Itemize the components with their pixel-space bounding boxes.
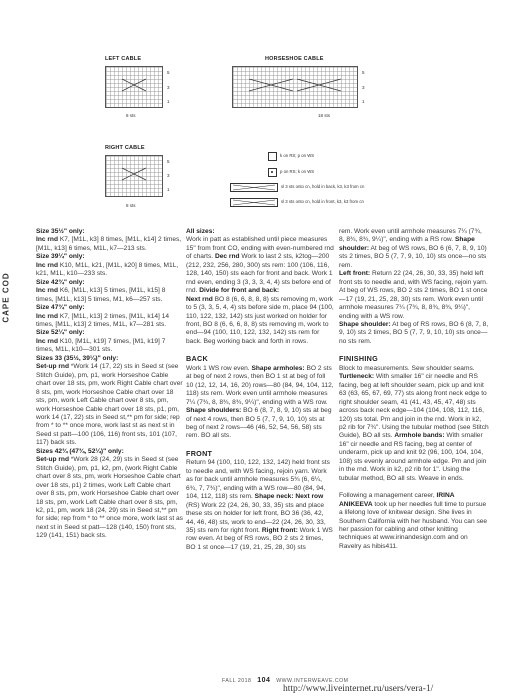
- inc-rnd-text: K6, [M1L, k13] 5 times, [M1L, k15] 8 times, [M1L, k13] 5 times, M1, k6—257 sts.: [36, 287, 166, 303]
- right-cable-row-1: 1: [167, 187, 170, 192]
- set-up-rnd-text: *Work 28 (24, 29) sts in Seed st (see Stitch Guide), pm, p1, k2, pm, (work Right Cable chart over 8 sts, pm, work Horseshoe Cable chart over 18 sts, p1) 2 times, work Left Cable chart over 8 sts, pm, work Horseshoe Cable chart over 18 sts, pm, work Left Cable chart over 8 sts, pm, k2, p1, pm, work 18 (24, 29) sts in Seed st,** pm for side; rep from * to ** once more, work last st as next st in Seed st patt—128 (140, 150) front sts, 129 (141, 151) back sts.: [36, 456, 183, 540]
- size-heading: Sizes 42¾ (47¾, 52¼)" only:: [36, 447, 124, 455]
- footer-season: FALL 2018: [222, 678, 252, 684]
- front-heading-text: FRONT: [186, 448, 213, 458]
- divide-label: Divide for front and back:: [199, 287, 280, 295]
- back-heading: [186, 355, 334, 364]
- shape-shoulder-label: Shape shoulder:: [339, 236, 475, 252]
- inc-rnd-label: Inc rnd: [36, 287, 58, 295]
- legend-knit: k on RS; p on WS: [280, 153, 315, 158]
- inc-rnd-label: Inc rnd: [36, 312, 58, 320]
- shape-shoulder-label: Shape shoulder:: [339, 320, 391, 328]
- right-cable-chart-svg: [106, 156, 162, 196]
- horseshoe-cable-sts: 18 sts: [318, 113, 331, 118]
- right-cable-chart: [105, 155, 163, 197]
- left-cable-row-1: 1: [167, 99, 170, 104]
- footer-site: WWW.INTERWEAVE.COM: [276, 678, 349, 684]
- left-cable-title: LEFT CABLE: [105, 56, 142, 62]
- body-text: Return 22 (24, 26, 30, 33, 35) held left front sts to needle and, with WS facing, rejoin yarn. At beg of WS rows, BO 2 sts 2 times, BO 1 st once—17 (19, 21, 25, 28, 30) sts rem. Work even until armhole measures 7¼ (7¾, 8, 8¾, 8¾, 9¼)", ending with a WS row.: [339, 270, 488, 320]
- set-up-rnd-text: *Work 14 (17, 22) sts in Seed st (see Stitch Guide), pm, p1, work Horseshoe Cable chart over 18 sts, pm, work Right Cable chart over 8 sts, pm, work Horseshoe Cable chart over 18 sts, pm, work Left Cable chart over 8 sts, pm, work Horseshoe Cable chart over 18 sts, p1, pm, work 14 (17, 22) sts in Seed st,** pm for side; rep from * to ** once more, work last st as next st in Seed st patt—100 (106, 116) front sts, 101 (107, 117) back sts.: [36, 363, 183, 447]
- legend-front-cross: sl 3 sts onto cn, hold in front, k3, k3 from cn: [281, 199, 364, 204]
- designer-name: IRINA ANIKEEVA: [339, 492, 455, 508]
- body-text: At beg of WS rows, BO 6 (6, 7, 8, 9, 10) sts 2 times, BO 5 (7, 7, 9, 10, 10) sts once—no sts rem.: [339, 244, 487, 269]
- purl-symbol-icon: [268, 168, 277, 177]
- knit-symbol-icon: [268, 152, 277, 161]
- front-cross-svg: [231, 199, 277, 206]
- inc-rnd-text: K10, [M1L, k19] 7 times, [M1, k19] 7 times, M1L, k10—301 sts.: [36, 337, 166, 354]
- back-cross-symbol-icon: [230, 183, 278, 192]
- bio-text: took up her needles full time to pursue a lifelong love of knitwear design. She lives in Southern California with her husband. You can see her passion for cabling and other knitting techniques at www.irinandesign.com and on Ravelry as hibis411.: [339, 500, 488, 550]
- inc-rnd-text: K10, M1L, k21, [M1L, k20] 8 times, M1L, k21, M1L, k10—233 sts.: [36, 261, 179, 278]
- horseshoe-cable-row-3: 3: [362, 85, 365, 90]
- right-cable-row-3: 3: [167, 173, 170, 178]
- horseshoe-cable-chart: [232, 66, 358, 108]
- body-text: Work to last 2 sts, k2tog—200 (212, 232, 256, 280, 300) sts rem: 100 (106, 116, 128, 140, 150) sts each for front and back. Work 1 rnd even, ending 3 (3, 3, 3, 4, 4) sts before end of rnd.: [186, 253, 333, 295]
- section-tab: [0, 272, 12, 322]
- shape-neck-label: Shape neck: Next row: [254, 493, 324, 501]
- front-cross-symbol-icon: [230, 198, 278, 207]
- armhole-bands-label: Armhole bands:: [394, 432, 445, 440]
- body-text: rem. Work even until armhole measures 7¼ (7¾, 8, 8¾, 8¾, 9¼)", ending with a RS row.: [339, 228, 482, 244]
- inc-rnd-text: K7, [M1L, k13] 2 times, [M1L, k14] 14 times, [M1L, k13] 2 times, M1L, k7—281 sts.: [36, 312, 170, 328]
- body-text: BO 6 (8, 7, 8, 9, 10) sts at beg of next 4 rows, then BO 5 (7, 7, 9, 10, 10) sts at beg of next 2 rows—46 (46, 52, 54, 56, 58) sts rem. BO all sts.: [186, 407, 332, 440]
- col1-para-1: [36, 228, 184, 355]
- front-heading: [186, 450, 334, 459]
- size-heading: Size 52¼" only:: [36, 329, 85, 337]
- body-text: BO 2 sts at beg of next 2 rows, then BO 1 st at beg of foll 10 (12, 12, 14, 16, 20) rows—80 (84, 94, 104, 112, 118) sts rem. Work even until armhole measures 7¼ (7¾, 8, 8¾, 8¾, 9¼)", ending with a WS row.: [186, 364, 334, 406]
- left-cable-chart-svg: [106, 67, 162, 107]
- body-text: With smaller 16" cir needle and RS facing, beg at left shoulder seam, pick up and knit 63 (63, 65, 67, 69, 77) sts along front neck edge to right shoulder seam, 41 (41, 43, 45, 47, 48) sts across back neck edge—104 (104, 108, 112, 116, 120) sts total. Pm and join in the rnd. Work in k2, p2 rib for 7¾". Using the tubular method (see Stitch Guide), BO all sts.: [339, 373, 489, 440]
- size-heading: Size 47¾" only:: [36, 304, 85, 312]
- size-heading: Size 39¼" only:: [36, 253, 85, 261]
- legend-purl: p on RS; k on WS: [280, 169, 315, 174]
- body-text: Work 1 WS row even. At beg of RS rows, BO 2 sts 2 times, BO 1 st once—17 (19, 21, 25, 28, 30) sts: [186, 526, 333, 551]
- dec-rnd-label: Dec rnd: [214, 253, 240, 261]
- col1-para-3: [36, 448, 184, 541]
- col2-para-1: [186, 228, 334, 346]
- right-cable-title: RIGHT CABLE: [105, 145, 145, 151]
- horseshoe-cable-row-5: 5: [362, 70, 365, 75]
- horseshoe-cable-row-1: 1: [362, 99, 365, 104]
- left-cable-row-3: 3: [167, 85, 170, 90]
- finishing-heading-text: FINISHING: [339, 354, 379, 364]
- body-text: BO 8 (6, 6, 8, 8, 8) sts removing m, work to 5 (3, 3, 5, 4, 4) sts before side m, place 94 (100, 110, 122, 132, 142) sts just worked on holder for front, BO 8 (6, 6, 6, 8, 8) sts removing m, work to end—94 (100, 110, 122, 132, 142) sts rem for back. Beg working back and forth in rows.: [186, 295, 334, 345]
- inc-rnd-label: Inc rnd: [36, 261, 58, 269]
- shape-armholes-label: Shape armholes:: [251, 364, 305, 372]
- col3-para-2: [339, 365, 489, 483]
- turtleneck-label: Turtleneck:: [339, 373, 375, 381]
- next-rnd-label: Next rnd: [186, 295, 213, 303]
- horseshoe-cable-chart-svg: [233, 67, 357, 107]
- all-sizes-heading: All sizes:: [186, 228, 215, 235]
- inc-rnd-text: K7, [M1L, k3] 8 times, [M1L, k14] 2 times, [M1L, k13] 6 times, M1L, k7—213 sts.: [36, 236, 182, 252]
- right-front-label: Right front:: [261, 526, 298, 534]
- column-3: [339, 228, 489, 551]
- left-cable-row-5: 5: [167, 70, 170, 75]
- page-number: 104: [257, 677, 271, 684]
- body-text: With smaller 16" cir needle and RS facing, beg at center of underarm, pick up and knit 92 (96, 100, 104, 104, 108) sts evenly around armhole edge. Pm and join in the rnd. Work in k2, p2 rib for 1". Using the tubular method, BO all sts. Weave in ends.: [339, 432, 487, 482]
- legend-back-cross: sl 3 sts onto cn, hold in back, k3, k3 from cn: [281, 184, 365, 189]
- body-text: (RS) Work 22 (24, 26, 30, 33, 35) sts and place these sts on holder for left front, BO 36 (36, 42, 44, 46, 48) sts, work to end—22 (24, 26, 30, 33, 35) sts rem for right front.: [186, 501, 326, 534]
- col2-para-2: [186, 365, 334, 441]
- shape-shoulders-label: Shape shoulders:: [186, 407, 242, 415]
- left-cable-sts: 8 sts: [126, 113, 136, 118]
- designer-bio: [339, 492, 489, 551]
- right-cable-sts: 8 sts: [126, 203, 136, 208]
- inc-rnd-label: Inc rnd: [36, 337, 58, 345]
- page-footer: [222, 677, 348, 684]
- size-heading: Size 42¾" only:: [36, 278, 85, 286]
- right-cable-row-5: 5: [167, 159, 170, 164]
- set-up-rnd-label: Set-up rnd: [36, 456, 69, 464]
- watermark-url: http://www.liveinternet.ru/users/vera-1/: [283, 684, 434, 694]
- body-text: Work in patt as established until piece measures 15" from front CO, ending with even-numbered rnd of charts.: [186, 236, 334, 261]
- column-2: [186, 228, 334, 552]
- finishing-heading: [339, 355, 489, 364]
- body-text: Work 1 WS row even.: [186, 364, 250, 372]
- horseshoe-cable-title: HORSESHOE CABLE: [265, 56, 324, 62]
- left-front-label: Left front:: [339, 270, 371, 278]
- body-text: At beg of RS rows, BO 6 (8, 7, 8, 9, 10) sts 2 times, BO 5 (7, 7, 9, 10, 10) sts once—no sts rem.: [339, 320, 489, 345]
- bio-text: Following a management career,: [339, 492, 435, 500]
- set-up-rnd-label: Set-up rnd: [36, 363, 69, 371]
- col1-para-2: [36, 355, 184, 448]
- inc-rnd-label: Inc rnd: [36, 236, 58, 244]
- size-heading: Sizes 33 (35½, 39¼)" only:: [36, 354, 119, 362]
- section-tab-label: CAPE COD: [1, 271, 11, 323]
- body-text: Return 94 (100, 110, 122, 132, 142) held front sts to needle and, with WS facing, rejoin yarn. Work as for back until armhole measures 5¾ (6, 6¼, 6¾, 7, 7¾)", ending with a WS row—80 (84, 94, 104, 112, 118) sts rem.: [186, 459, 330, 501]
- body-text: Block to measurements. Sew shoulder seams.: [339, 364, 475, 372]
- back-cross-svg: [231, 184, 277, 191]
- column-1: [36, 228, 184, 541]
- back-heading-text: BACK: [186, 354, 208, 364]
- col3-para-1: [339, 228, 489, 346]
- size-heading: Size 35½" only:: [36, 228, 85, 235]
- left-cable-chart: [105, 66, 163, 108]
- col2-para-3: [186, 459, 334, 552]
